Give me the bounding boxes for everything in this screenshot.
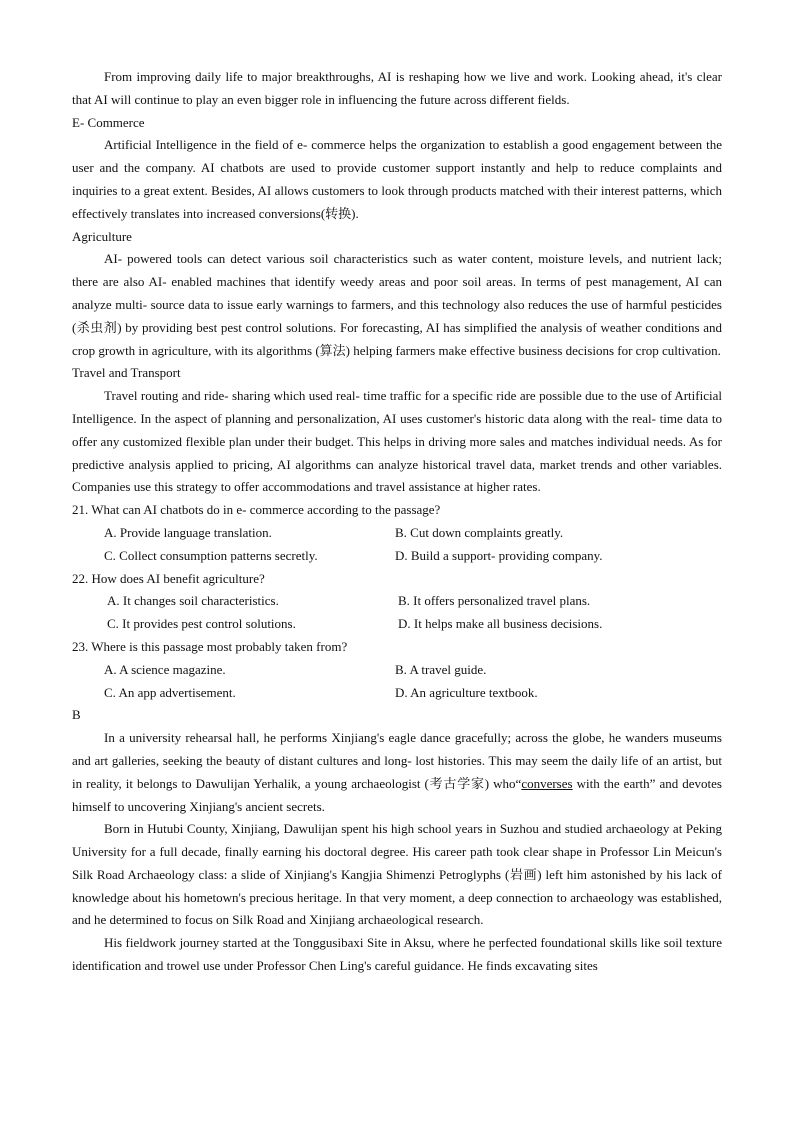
passage-b-p1-text-end: with the earth” and devotes himself to uncovering Xinjiang's ancient secrets.	[72, 775, 722, 814]
section-text-travel: Travel routing and ride- sharing which used real- time traffic for a specific ride are possible due to the use of Artificial Intelligence. In the aspect of planning and personalization, AI uses customer's historic data along with the real- time data to offer any customized flexible plan under their budget. This helps in driving more sales and matches individual needs. As for predictive analysis applied to pricing, AI algorithms can analyze historical travel data, market trends and other variables. Companies use this strategy to offer accommodations and travel assistance at higher rates.	[72, 388, 722, 495]
document-content	[72, 66, 722, 978]
option-23-d: D. An agriculture textbook.	[395, 684, 538, 700]
section-heading-travel: Travel and Transport	[72, 365, 181, 381]
section-text-agriculture: AI- powered tools can detect various soil characteristics such as water content, moisture levels, and nutrient lack; there are also AI- enabled machines that identify weedy areas and poor soil areas. In terms of pest management, AI can analyze multi- source data to issue early warnings to farmers, and this technology also reduces the use of harmful pesticides (杀虫剂) by providing best pest control solutions. For forecasting, AI has simplified the analysis of weather conditions and crop growth in agriculture, with its algorithms (算法) helping farmers make effective business decisions for crop cultivation.	[72, 251, 722, 358]
passage-b-p1-text-start: In a university rehearsal hall, he performs Xinjiang's eagle dance gracefully; across the globe, he wanders museums and art galleries, seeking the beauty of distant cultures and long- lost histories. This may seem the daily life of an artist, but in reality, it belongs to Dawulijan Yerhalik, a young archaeologist (考古学家) who“	[72, 730, 722, 791]
option-23-a: A. A science magazine.	[104, 661, 226, 677]
question-21-options	[72, 522, 722, 568]
passage-b-paragraph-3: His fieldwork journey started at the Tonggusibaxi Site in Aksu, where he perfected foundational skills like soil texture identification and trowel use under Professor Chen Ling's careful guidance. He finds excavating sites	[72, 935, 722, 974]
question-23-stem: 23. Where is this passage most probably taken from?	[72, 638, 348, 654]
underlined-word-converses: converses	[521, 775, 573, 791]
section-text-ecommerce: Artificial Intelligence in the field of e- commerce helps the organization to establish a good engagement between the user and the company. AI chatbots are used to provide customer support instantly and help to reduce complaints and inquiries to a great extent. Besides, AI allows customers to look through products matched with their interest patterns, which effectively translates into increased conversions(转换).	[72, 137, 722, 221]
question-21-stem: 21. What can AI chatbots do in e- commerce according to the passage?	[72, 502, 441, 518]
option-21-c: C. Collect consumption patterns secretly.	[104, 547, 318, 563]
option-22-b: B. It offers personalized travel plans.	[398, 593, 591, 609]
question-22-options	[72, 590, 722, 636]
passage-b-paragraph-2: Born in Hutubi County, Xinjiang, Dawulijan spent his high school years in Suzhou and studied archaeology at Peking University for a full decade, finally earning his doctoral degree. His career path took clear shape in Professor Lin Meicun's Silk Road Archaeology class: a slide of Xinjiang's Kangjia Shimenzi Petroglyphs (岩画) left him astonished by his lack of knowledge about his hometown's precious heritage. In that very moment, a deep connection to archaeology was established, and he determined to focus on Silk Road and Xinjiang archaeological research.	[72, 821, 722, 928]
option-23-c: C. An app advertisement.	[104, 684, 236, 700]
option-22-d: D. It helps make all business decisions.	[398, 616, 603, 632]
passage-b-letter: B	[72, 707, 81, 723]
section-heading-ecommerce: E- Commerce	[72, 114, 145, 130]
option-22-a: A. It changes soil characteristics.	[107, 593, 279, 609]
option-21-d: D. Build a support- providing company.	[395, 547, 603, 563]
option-23-b: B. A travel guide.	[395, 661, 487, 677]
question-22-stem: 22. How does AI benefit agriculture?	[72, 570, 265, 586]
option-21-b: B. Cut down complaints greatly.	[395, 524, 564, 540]
section-heading-agriculture: Agriculture	[72, 228, 132, 244]
question-23-options	[72, 659, 722, 705]
option-21-a: A. Provide language translation.	[104, 524, 272, 540]
passage-a-intro: From improving daily life to major breakthroughs, AI is reshaping how we live and work. Looking ahead, it's clear that AI will continue to play an even bigger role in influencing the future across different fields.	[72, 69, 722, 107]
option-22-c: C. It provides pest control solutions.	[107, 616, 296, 632]
passage-b-paragraph-1	[72, 727, 722, 818]
